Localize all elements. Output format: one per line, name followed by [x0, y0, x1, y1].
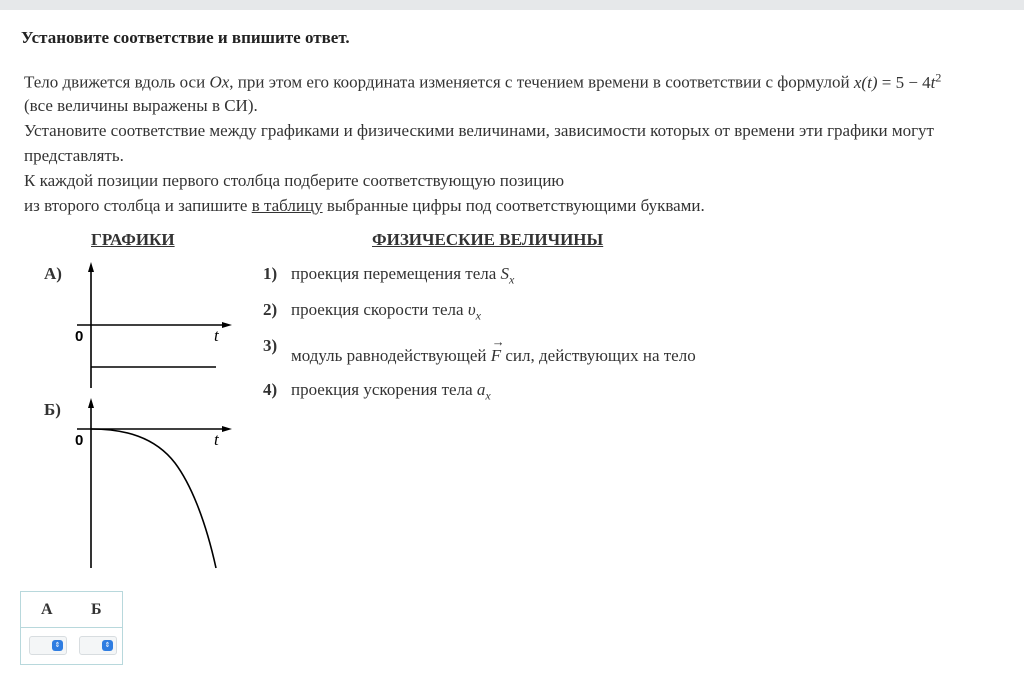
answer-select-a[interactable] — [29, 636, 67, 655]
option-subscript: x — [509, 272, 515, 287]
task-heading: Установите соответствие и впишите ответ. — [21, 28, 350, 47]
option-text: модуль равнодействующей — [291, 346, 491, 365]
graph-b-origin: 0 — [75, 432, 84, 449]
option-subscript: x — [475, 308, 481, 323]
axis-symbol: Ox — [209, 72, 230, 92]
vector-arrow: → — [491, 334, 505, 349]
problem-line-3: Установите соответствие между графиками и физическими величинами, зависимости которых от времени эти графики могут — [24, 121, 934, 140]
problem-text: выбранные цифры под соответствующими буквами. — [322, 196, 705, 215]
option-1-text — [291, 264, 514, 287]
problem-line-2: (все величины выражены в СИ). — [24, 96, 258, 115]
graph-a-t-label: t — [214, 326, 219, 345]
option-1-number: 1) — [263, 264, 278, 283]
problem-text: из второго столбца и запишите — [24, 196, 252, 215]
formula-lhs: x(t) — [853, 72, 878, 92]
select-arrows-icon: ⇕ — [102, 640, 113, 651]
option-symbol: a — [476, 380, 486, 399]
graph-b-y-arrow — [88, 398, 94, 408]
answer-header-b: Б — [91, 601, 102, 618]
problem-line-4: представлять. — [24, 146, 124, 165]
option-3-number: 3) — [263, 336, 278, 355]
problem-line-5: К каждой позиции первого столбца подберите соответствующую позицию — [24, 171, 565, 190]
option-text: проекция скорости тела — [291, 300, 468, 319]
motion-formula — [853, 70, 942, 92]
option-text: проекция перемещения тела — [291, 264, 501, 283]
answer-select-b[interactable] — [79, 636, 117, 655]
option-2-number: 2) — [263, 300, 278, 319]
problem-text: Тело движется вдоль оси — [24, 72, 210, 92]
answer-table — [20, 591, 123, 665]
option-symbol: υ — [467, 300, 476, 319]
graph-b-t-label: t — [214, 430, 219, 449]
graph-b-curve — [91, 429, 216, 568]
problem-text: , при этом его координата изменяется с течением времени в соответствии с формулой — [229, 72, 854, 92]
graph-b-label: Б) — [44, 400, 61, 419]
formula-var: t — [930, 72, 936, 92]
option-text: проекция ускорения тела — [291, 380, 477, 399]
option-4-number: 4) — [263, 380, 278, 399]
select-arrows-icon: ⇕ — [52, 640, 63, 651]
graph-a-t-arrow — [222, 322, 232, 328]
graph-a-y-arrow — [88, 262, 94, 272]
table-link[interactable]: в таблицу — [251, 196, 323, 215]
graph-b-t-arrow — [222, 426, 232, 432]
graph-b — [70, 398, 235, 570]
formula-exponent: 2 — [935, 70, 942, 84]
graph-a — [70, 262, 235, 392]
answer-table-divider — [21, 627, 122, 628]
option-symbol: S — [500, 264, 510, 283]
problem-line-6 — [24, 196, 705, 216]
option-subscript: x — [485, 388, 491, 403]
quantities-column-header: ФИЗИЧЕСКИЕ ВЕЛИЧИНЫ — [372, 230, 604, 249]
option-text-after: сил, действующих на тело — [501, 346, 696, 365]
graph-a-label: А) — [44, 264, 62, 283]
option-symbol: F — [490, 346, 502, 365]
answer-header-a: А — [41, 601, 53, 618]
graph-a-origin: 0 — [75, 328, 84, 345]
top-bar — [0, 0, 1024, 10]
problem-line-1 — [24, 70, 941, 93]
formula-rhs: = 5 − 4 — [877, 72, 931, 92]
option-3-text — [291, 334, 696, 366]
graphs-column-header: ГРАФИКИ — [91, 230, 175, 249]
option-2-text — [291, 300, 481, 323]
option-4-text — [291, 380, 491, 403]
